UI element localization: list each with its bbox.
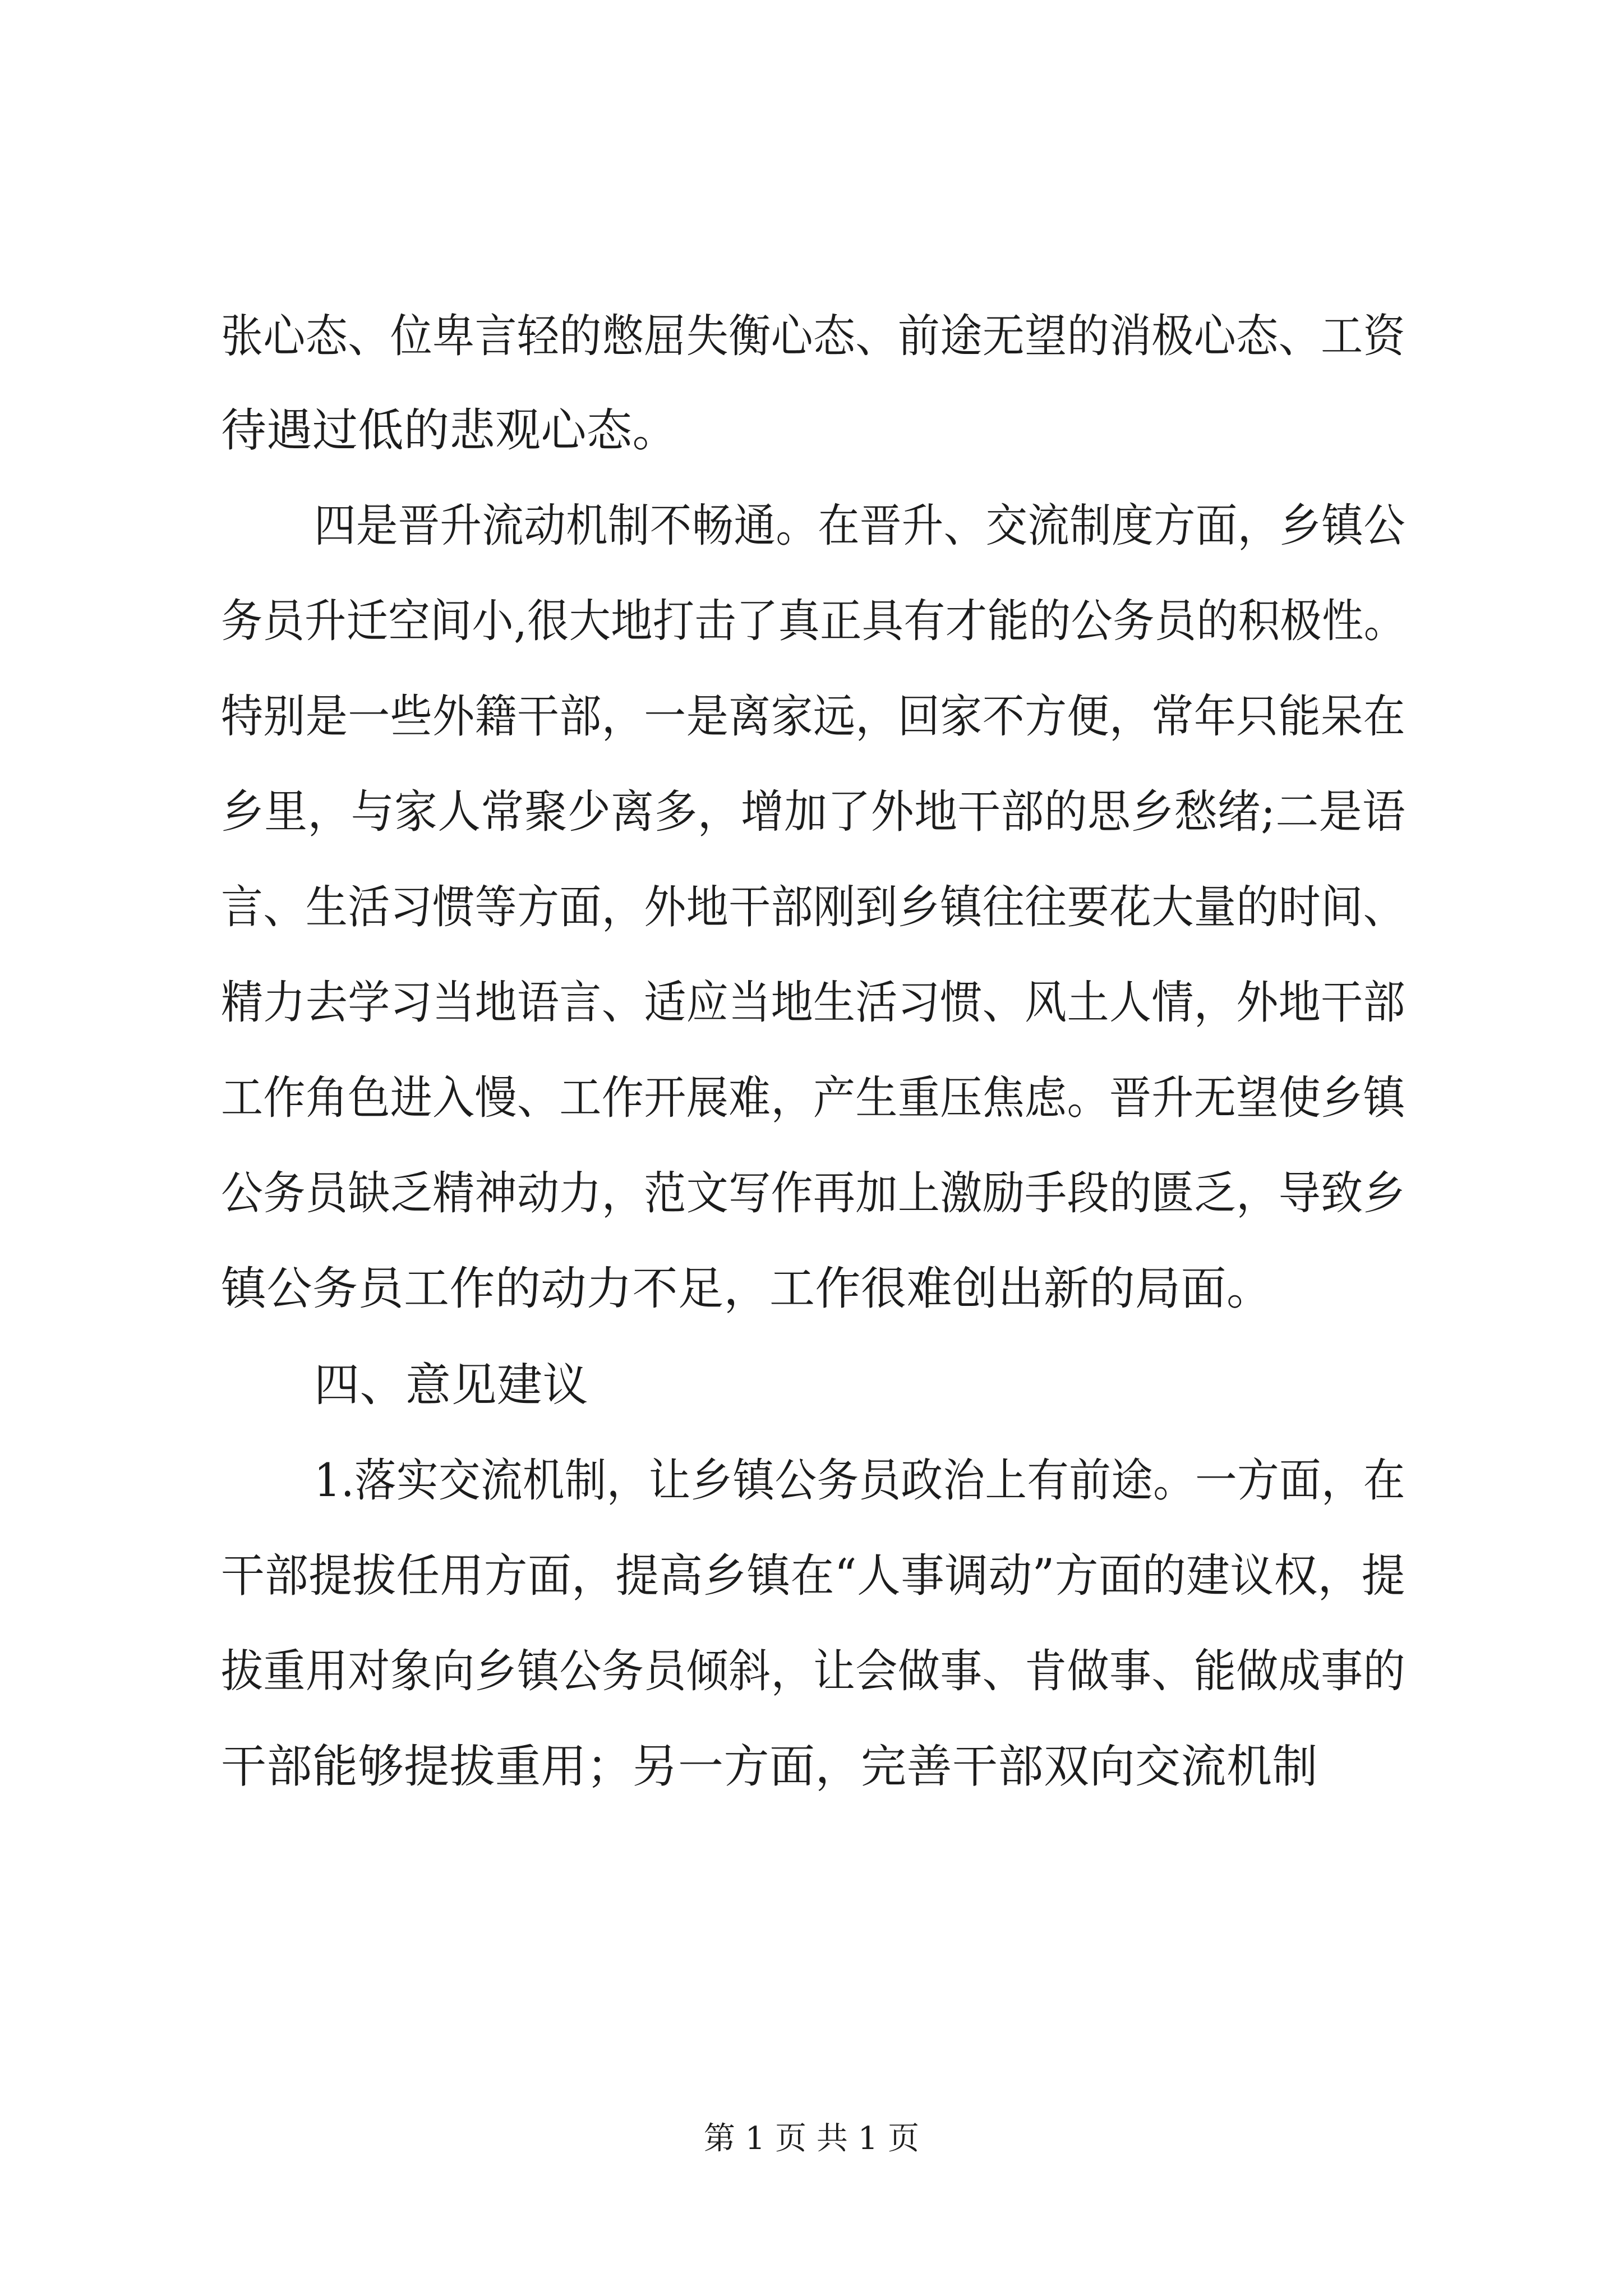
text-line-6: 乡里，与家人常聚少离多，增加了外地干部的思乡愁绪;二是语 <box>221 786 1406 839</box>
text-line-14: 干部提拔任用方面，提高乡镇在“人事调动”方面的建议权，提 <box>221 1550 1405 1603</box>
text-line-15: 拔重用对象向乡镇公务员倾斜，让会做事、肯做事、能做成事的 <box>221 1645 1406 1698</box>
text-line-8: 精力去学习当地语言、适应当地生活习惯、风土人情，外地干部 <box>221 977 1406 1029</box>
section-heading: 四、意见建议 <box>314 1359 589 1412</box>
text-line-16: 干部能够提拔重用；另一方面，完善干部双向交流机制 <box>221 1741 1318 1793</box>
text-line-11: 镇公务员工作的动力不足，工作很难创出新的局面。 <box>221 1263 1272 1315</box>
page-footer: 第 1 页 共 1 页 <box>703 2120 920 2157</box>
paragraph-start-line: 四是晋升流动机制不畅通。在晋升、交流制度方面，乡镇公 <box>314 500 1406 553</box>
paragraph-start-line: 1.落实交流机制，让乡镇公务员政治上有前途。一方面，在 <box>314 1455 1405 1507</box>
text-line-2: 待遇过低的悲观心态。 <box>221 404 679 457</box>
text-line-7: 言、生活习惯等方面，外地干部刚到乡镇往往要花大量的时间、 <box>221 881 1406 934</box>
text-line-5: 特别是一些外籍干部，一是离家远，回家不方便，常年只能呆在 <box>221 691 1406 743</box>
text-line-10: 公务员缺乏精神动力，范文写作再加上激励手段的匮乏，导致乡 <box>221 1167 1406 1220</box>
text-line-1: 张心态、位卑言轻的憋屈失衡心态、前途无望的消极心态、工资 <box>221 310 1406 363</box>
text-line-9: 工作角色进入慢、工作开展难，产生重压焦虑。晋升无望使乡镇 <box>221 1072 1406 1125</box>
text-line-4: 务员升迁空间小,很大地打击了真正具有才能的公务员的积极性。 <box>221 595 1406 648</box>
